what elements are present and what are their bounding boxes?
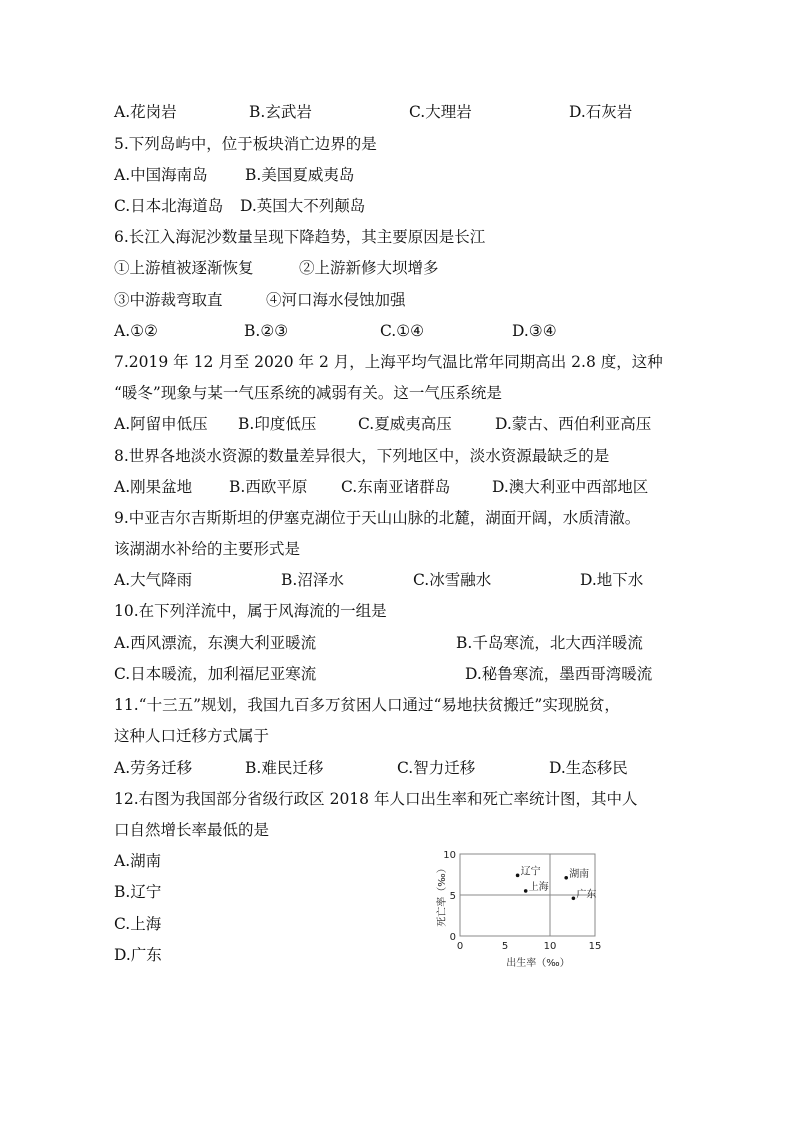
y-tick-label: 5 (449, 891, 456, 902)
q7-option-c: C.夏威夷高压 (358, 415, 452, 433)
q10-option-d: D.秘鲁寒流，墨西哥湾暖流 (465, 665, 653, 683)
x-tick-label: 5 (501, 941, 509, 952)
q12-stem-line1: 12.右图为我国部分省级行政区 2018 年人口出生率和死亡率统计图，其中人 (114, 790, 638, 808)
q10-option-a: A.西风漂流，东澳大利亚暖流 (114, 634, 317, 652)
q11-stem-line2: 这种人口迁移方式属于 (114, 727, 270, 745)
q11-option-a: A.劳务迁移 (114, 759, 193, 777)
q9-stem-line2: 该湖湖水补给的主要形式是 (114, 540, 301, 558)
q6-item-1: ①上游植被逐渐恢复 (114, 259, 254, 277)
q5-option-a: A.中国海南岛 (114, 166, 208, 184)
q4-option-a: A.花岗岩 (114, 103, 177, 121)
q11-option-d: D.生态移民 (549, 759, 628, 777)
q11-stem-line1: 11.“十三五”规划，我国九百多万贫困人口通过“易地扶贫搬迁”实现脱贫， (114, 696, 620, 714)
q8-option-a: A.刚果盆地 (114, 478, 193, 496)
data-point-广东 (572, 896, 576, 900)
y-axis-label: 死亡率（‰） (437, 863, 448, 927)
x-tick-label: 15 (588, 941, 602, 952)
q9-option-b: B.沼泽水 (281, 571, 344, 589)
q5-stem: 5.下列岛屿中，位于板块消亡边界的是 (114, 135, 377, 153)
data-point-label: 上海 (528, 881, 549, 893)
q6-item-2: ②上游新修大坝增多 (299, 259, 439, 277)
q12-option-b: B.辽宁 (114, 883, 162, 901)
x-axis-label: 出生率（‰） (506, 958, 570, 969)
q6-item-4: ④河口海水侵蚀加强 (266, 291, 406, 309)
q11-option-c: C.智力迁移 (397, 759, 476, 777)
q8-option-b: B.西欧平原 (229, 478, 308, 496)
data-point-辽宁 (516, 874, 520, 878)
x-tick-label: 0 (456, 941, 464, 952)
q7-option-a: A.阿留申低压 (114, 415, 208, 433)
q9-stem-line1: 9.中亚吉尔吉斯斯坦的伊塞克湖位于天山山脉的北麓，湖面开阔，水质清澈。 (114, 509, 641, 527)
q7-option-b: B.印度低压 (238, 415, 317, 433)
q10-stem: 10.在下列洋流中，属于风海流的一组是 (114, 602, 387, 620)
q7-stem-line1: 7.2019 年 12 月至 2020 年 2 月，上海平均气温比常年同期高出 2.8 度，这种 (114, 353, 663, 371)
q6-option-c: C.①④ (380, 322, 425, 340)
q9-option-d: D.地下水 (580, 571, 644, 589)
data-point-label: 广东 (576, 889, 597, 901)
q12-option-a: A.湖南 (114, 852, 162, 870)
q4-option-b: B.玄武岩 (249, 103, 312, 121)
q6-stem: 6.长江入海泥沙数量呈现下降趋势，其主要原因是长江 (114, 228, 486, 246)
data-point-label: 湖南 (569, 868, 590, 880)
data-point-上海 (524, 889, 528, 893)
q5-option-c: C.日本北海道岛 (114, 197, 224, 215)
q10-option-b: B.千岛寒流，北大西洋暖流 (456, 634, 643, 652)
q9-option-c: C.冰雪融水 (413, 571, 492, 589)
data-point-湖南 (564, 876, 568, 880)
x-tick-label: 10 (543, 941, 557, 952)
q5-option-d: D.英国大不列颠岛 (240, 197, 366, 215)
data-point-label: 辽宁 (520, 866, 541, 878)
q4-option-d: D.石灰岩 (569, 103, 633, 121)
q10-option-c: C.日本暖流，加利福尼亚寒流 (114, 665, 317, 683)
q12-stem-line2: 口自然增长率最低的是 (114, 821, 270, 839)
q12-option-c: C.上海 (114, 915, 162, 933)
q8-option-c: C.东南亚诸群岛 (341, 478, 451, 496)
q12-option-d: D.广东 (114, 946, 162, 964)
q4-option-c: C.大理岩 (409, 103, 472, 121)
q6-option-d: D.③④ (512, 322, 557, 340)
q8-stem: 8.世界各地淡水资源的数量差异很大，下列地区中，淡水资源最缺乏的是 (114, 447, 610, 465)
q6-item-3: ③中游裁弯取直 (114, 291, 223, 309)
y-tick-label: 0 (449, 932, 456, 943)
q9-option-a: A.大气降雨 (114, 571, 193, 589)
y-tick-label: 10 (443, 850, 456, 861)
q11-option-b: B.难民迁移 (245, 759, 324, 777)
birth-death-rate-chart (433, 840, 613, 970)
q7-stem-line2: “暖冬”现象与某一气压系统的减弱有关。这一气压系统是 (114, 384, 502, 402)
q5-option-b: B.美国夏威夷岛 (245, 166, 355, 184)
q7-option-d: D.蒙古、西伯利亚高压 (495, 415, 652, 433)
q6-option-b: B.②③ (244, 322, 289, 340)
q6-option-a: A.①② (114, 322, 158, 340)
q8-option-d: D.澳大利亚中西部地区 (492, 478, 649, 496)
